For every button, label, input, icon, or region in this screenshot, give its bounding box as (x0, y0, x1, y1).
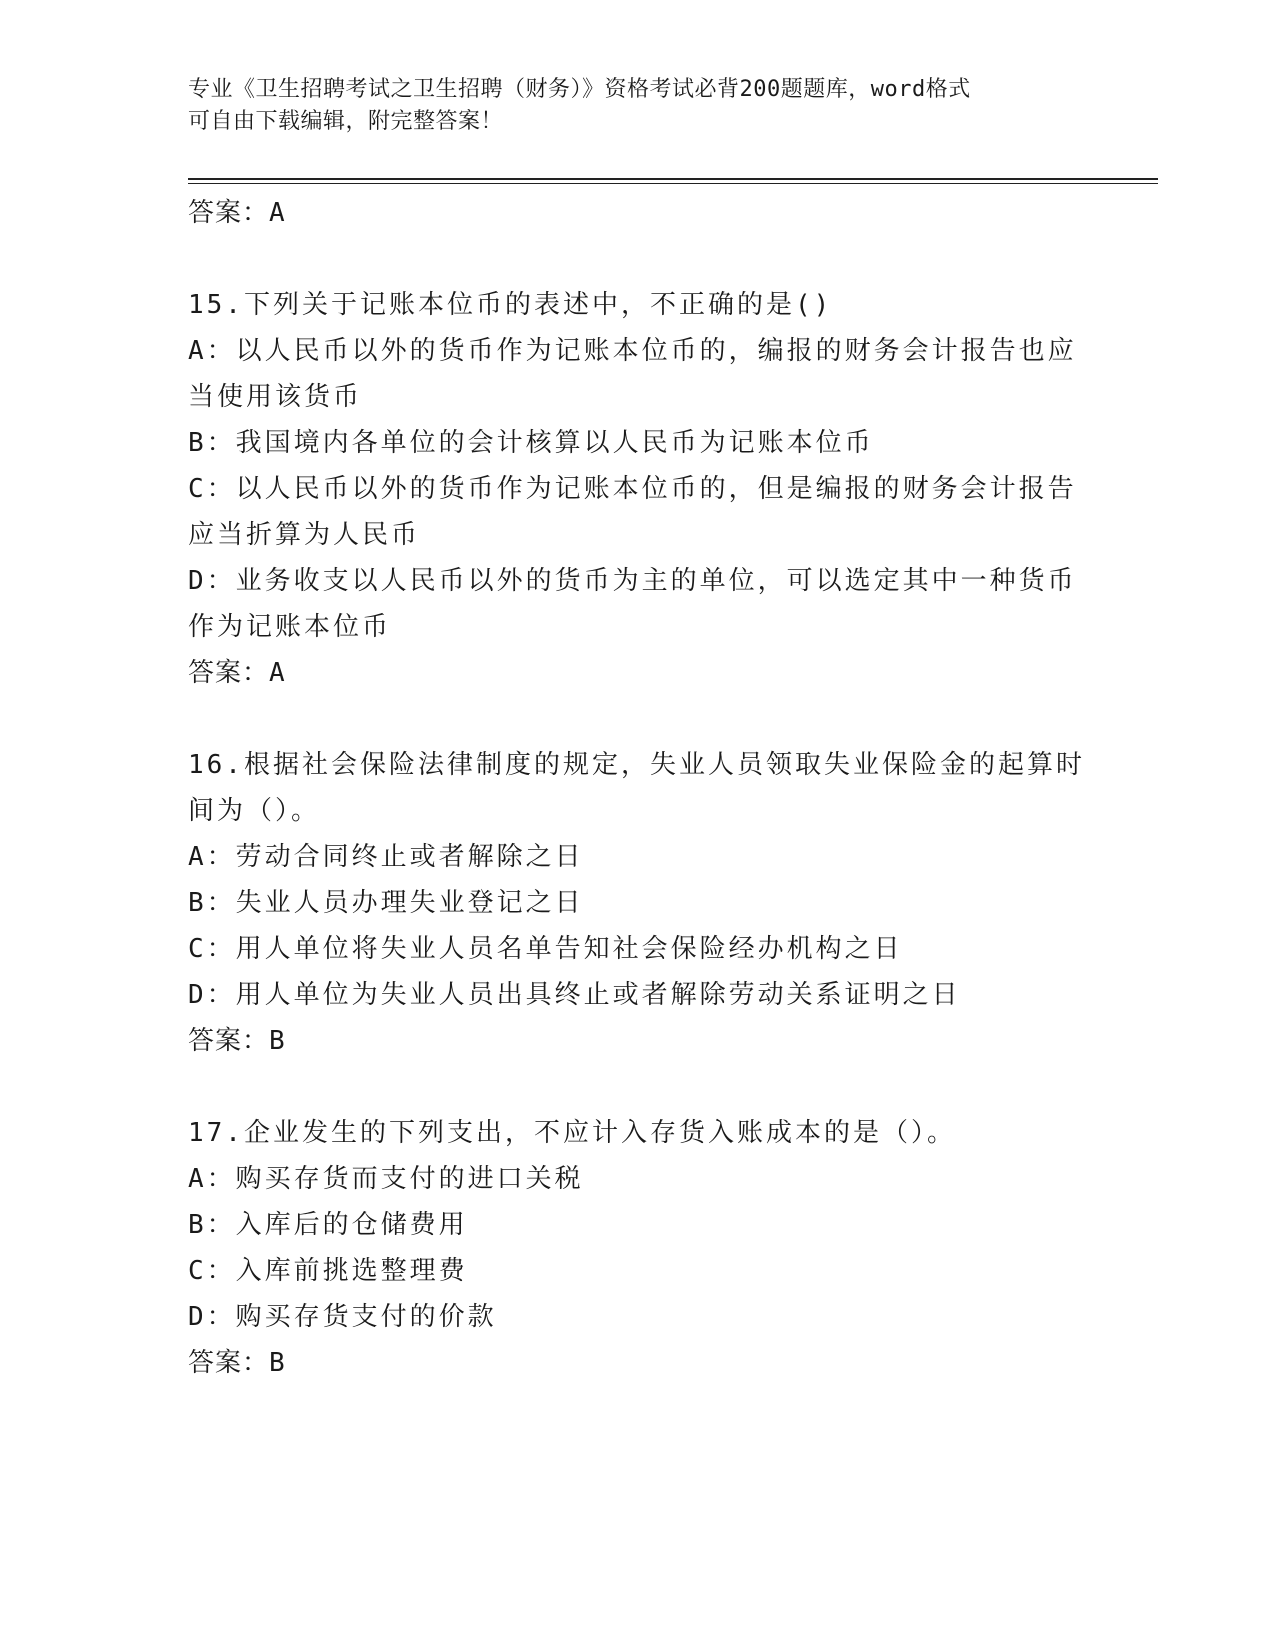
spacer (188, 1064, 1148, 1110)
option-line: A：劳动合同终止或者解除之日 (188, 842, 584, 872)
option-line: B：我国境内各单位的会计核算以人民币为记账本位币 (188, 428, 874, 458)
option-line: 当使用该货币 (188, 382, 363, 412)
option-line: A：购买存货而支付的进口关税 (188, 1164, 584, 1194)
option-line: C：以人民币以外的货币作为记账本位币的，但是编报的财务会计报告 (188, 474, 1077, 504)
question-stem-line: 17.企业发生的下列支出，不应计入存货入账成本的是（）。 (188, 1118, 956, 1148)
answer-line: 答案：A (188, 658, 286, 688)
question-stem-line: 16.根据社会保险法律制度的规定，失业人员领取失业保险金的起算时 (188, 750, 1085, 780)
option-line: C：用人单位将失业人员名单告知社会保险经办机构之日 (188, 934, 903, 964)
question-block (188, 742, 1148, 1064)
option-line: 作为记账本位币 (188, 612, 392, 642)
option-line: D：业务收支以人民币以外的货币为主的单位，可以选定其中一种货币 (188, 566, 1077, 596)
question-list (188, 190, 1148, 1386)
option-line: D：用人单位为失业人员出具终止或者解除劳动关系证明之日 (188, 980, 961, 1010)
option-line: B：入库后的仓储费用 (188, 1210, 468, 1240)
question-block (188, 282, 1148, 696)
answer-line: 答案：B (188, 1348, 286, 1378)
question-stem-line: 间为（）。 (188, 796, 321, 826)
option-line: B：失业人员办理失业登记之日 (188, 888, 584, 918)
option-line: C：入库前挑选整理费 (188, 1256, 468, 1286)
header-rule-thin (188, 183, 1158, 184)
spacer (188, 236, 1148, 282)
page-header (188, 74, 1078, 138)
question-stem-line: 15.下列关于记账本位币的表述中，不正确的是() (188, 290, 833, 320)
header-rule-thick (188, 178, 1158, 180)
option-line: A：以人民币以外的货币作为记账本位币的，编报的财务会计报告也应 (188, 336, 1077, 366)
question-block (188, 1110, 1148, 1386)
answer-line: 答案：A (188, 198, 286, 228)
header-line-1: 专业《卫生招聘考试之卫生招聘（财务）》资格考试必背200题题库，word格式 (188, 77, 971, 102)
option-line: 应当折算为人民币 (188, 520, 421, 550)
spacer (188, 696, 1148, 742)
option-line: D：购买存货支付的价款 (188, 1302, 497, 1332)
header-line-2: 可自由下载编辑，附完整答案！ (188, 109, 504, 134)
answer-line: 答案：B (188, 1026, 286, 1056)
